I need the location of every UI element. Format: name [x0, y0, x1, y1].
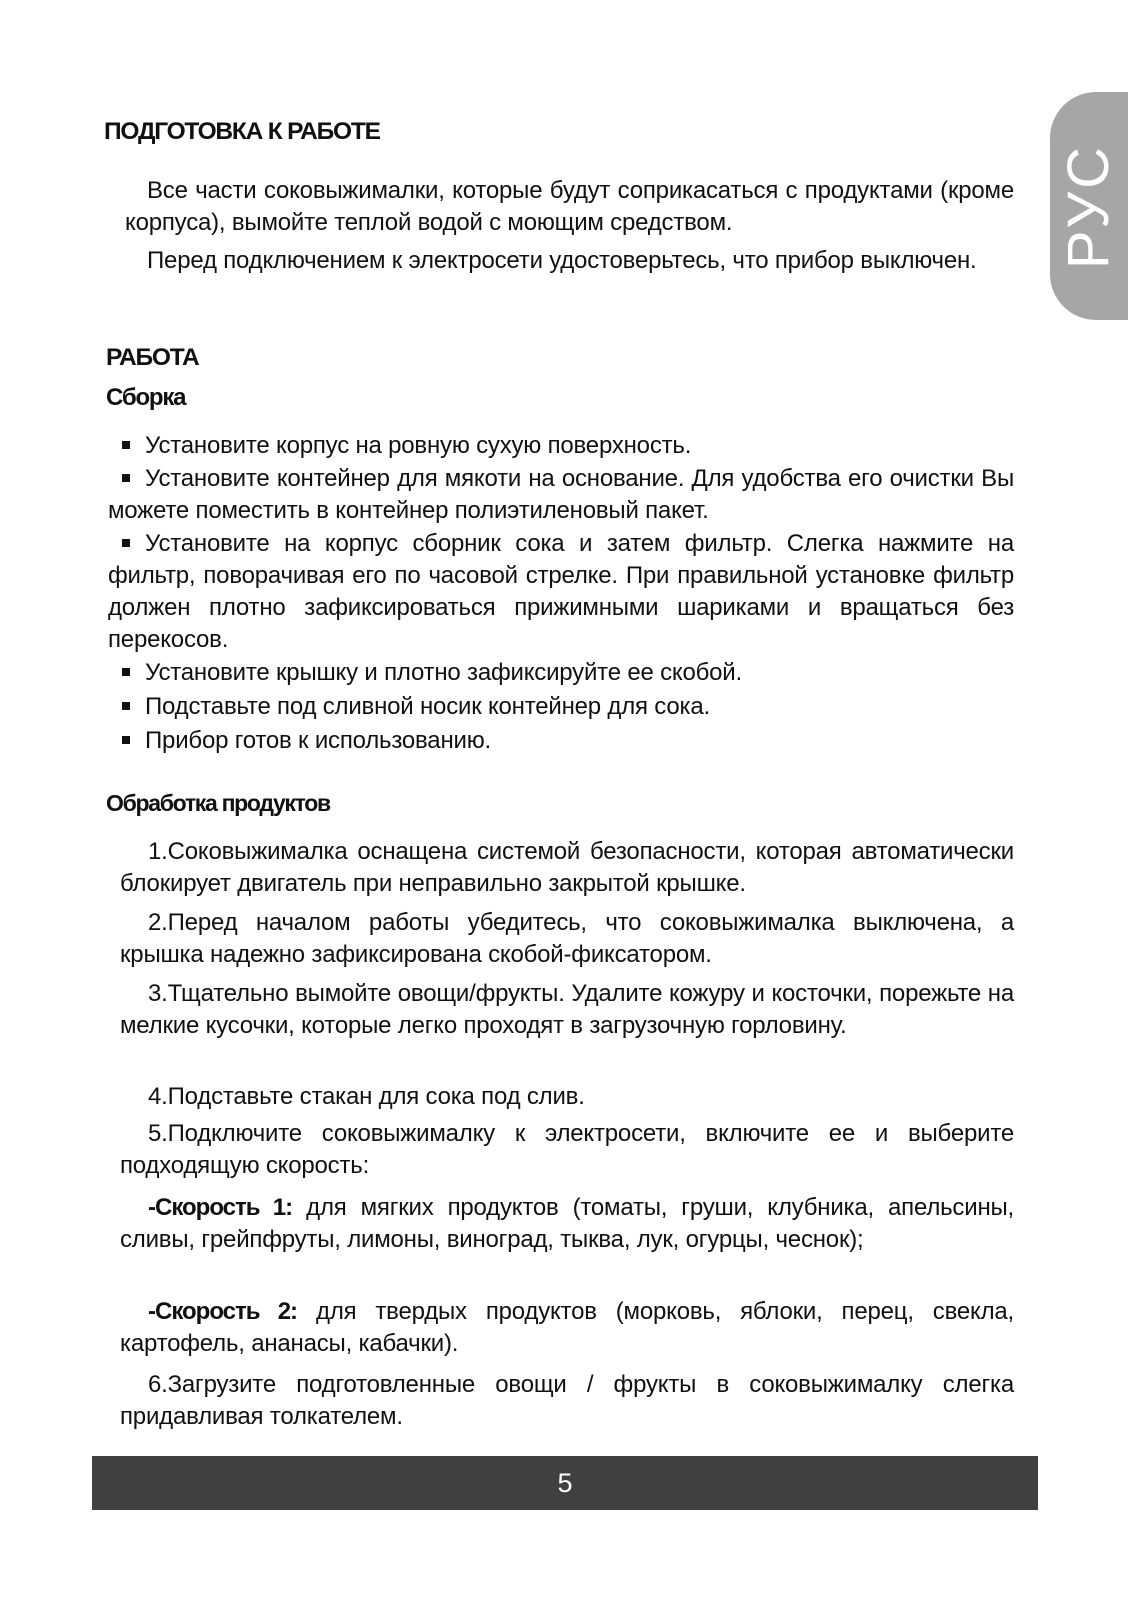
processing-step: 3.Тщательно вымойте овощи/фрукты. Удалите кожуру и косточки, порежьте на мелкие кусочки, которые легко проходят в загрузочную горловину. [120, 980, 1014, 1039]
assembly-bullet [108, 463, 1014, 527]
processing-step: 1.Соковыжималка оснащена системой безопасности, которая автоматически блокирует двигатель при неправильно закрытой крышке. [120, 838, 1014, 897]
section-title-preparation: ПОДГОТОВКА К РАБОТЕ [104, 118, 380, 145]
page-number: 5 [557, 1467, 573, 1498]
bullet-marker [122, 668, 130, 676]
assembly-bullet [108, 657, 1014, 689]
bullet-text: Установите контейнер для мякоти на основание. Для удобства его очистки Вы можете поместить в контейнер полиэтиленовый пакет. [108, 465, 1014, 524]
assembly-bullet [108, 691, 1014, 723]
bullet-marker [122, 539, 130, 547]
bullet-text: Подставьте под сливной носик контейнер для сока. [145, 693, 710, 720]
footer-bar [92, 1456, 1038, 1510]
bullet-text: Установите на корпус сборник сока и затем фильтр. Слегка нажмите на фильтр, поворачивая его по часовой стрелке. При правильной установке фильтр должен плотно зафиксироваться прижимными шариками и вращаться без перекосов. [108, 530, 1014, 653]
speed-1-label: -Скорость 1: [148, 1194, 293, 1221]
section-title-operation: РАБОТА [106, 344, 199, 371]
speed-2-text: для твердых продуктов (морковь, яблоки, перец, свекла, картофель, ананасы, кабачки). [120, 1298, 1014, 1357]
speed-2-label: -Скорость 2: [148, 1298, 298, 1325]
language-tab [1050, 92, 1128, 320]
subsection-title-processing: Обработка продуктов [106, 790, 330, 816]
bullet-marker [122, 441, 130, 449]
speed-1-description [120, 1192, 1014, 1256]
bullet-marker [122, 702, 130, 710]
assembly-bullet [108, 430, 1014, 462]
assembly-bullet [108, 725, 1014, 757]
bullet-text: Установите крышку и плотно зафиксируйте ее скобой. [145, 659, 742, 686]
assembly-bullet [108, 528, 1014, 656]
language-tab-label: РУС [1056, 143, 1122, 269]
processing-step: 4.Подставьте стакан для сока под слив. [148, 1083, 585, 1110]
subsection-title-assembly: Сборка [106, 384, 186, 411]
preparation-paragraph: Перед подключением к электросети удостоверьтесь, что прибор выключен. [147, 247, 977, 274]
processing-step: 2.Перед началом работы убедитесь, что соковыжималка выключена, а крышка надежно зафиксирована скобой-фиксатором. [120, 909, 1014, 968]
processing-step: 6.Загрузите подготовленные овощи / фрукты в соковыжималку слегка придавливая толкателем. [120, 1371, 1014, 1430]
bullet-text: Прибор готов к использованию. [145, 727, 491, 754]
bullet-marker [122, 474, 130, 482]
speed-2-description [120, 1296, 1014, 1360]
processing-step: 5.Подключите соковыжималку к электросети, включите ее и выберите подходящую скорость: [120, 1120, 1014, 1179]
bullet-marker [122, 736, 130, 744]
speed-1-text: для мягких продуктов (томаты, груши, клубника, апельсины, сливы, грейпфруты, лимоны, виноград, тыква, лук, огурцы, чеснок); [120, 1194, 1015, 1253]
bullet-text: Установите корпус на ровную сухую поверхность. [145, 432, 692, 459]
preparation-paragraph: Все части соковыжималки, которые будут соприкасаться с продуктами (кроме корпуса), вымойте теплой водой с моющим средством. [125, 177, 1014, 236]
